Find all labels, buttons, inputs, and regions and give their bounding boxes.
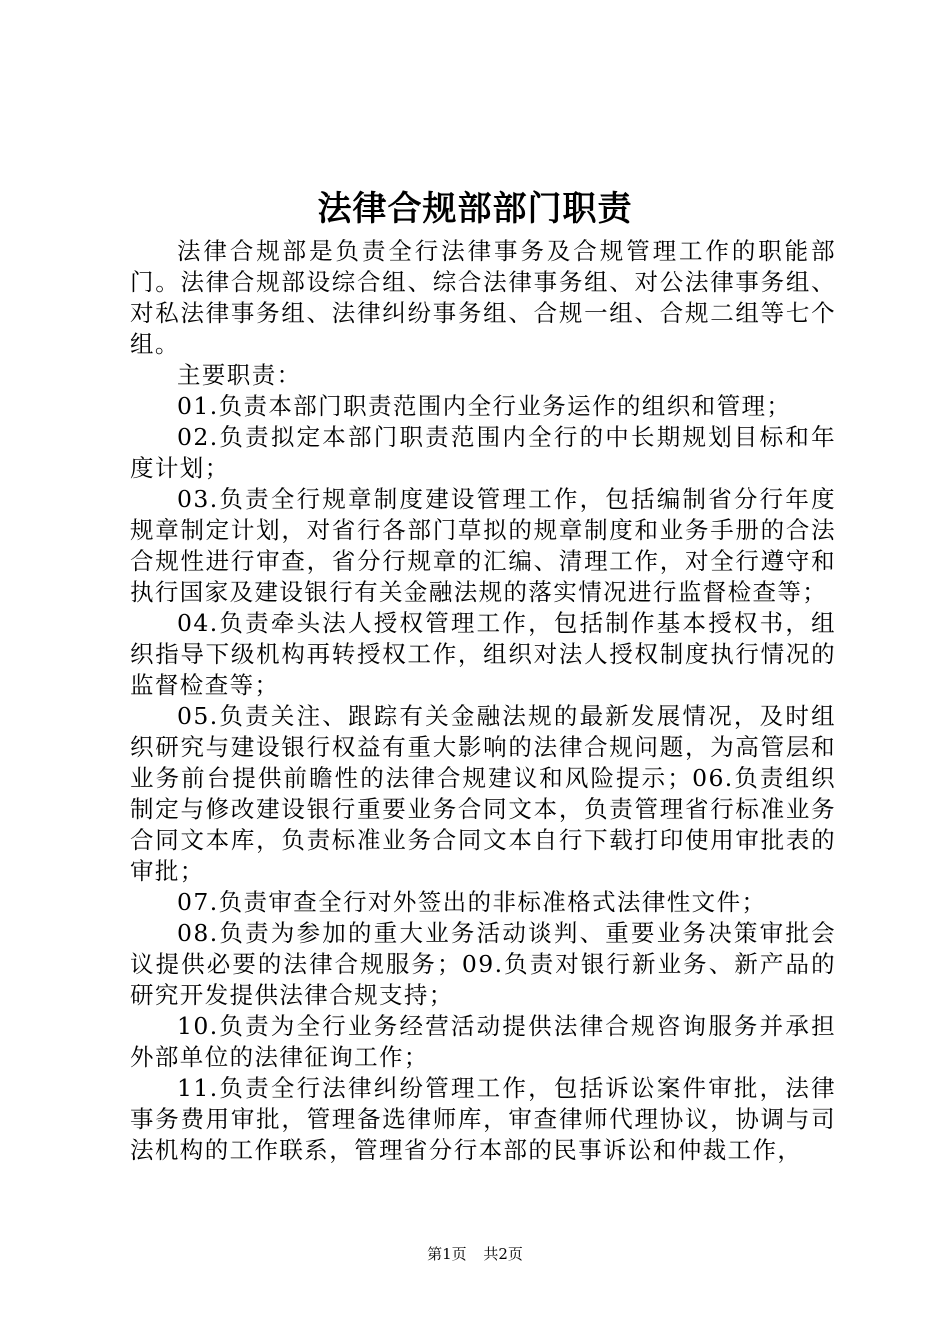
paragraph-duty-07: 07.负责审查全行对外签出的非标准格式法律性文件； — [177, 888, 767, 916]
paragraph-duty-05-06: 05.负责关注、跟踪有关金融法规的最新发展情况，及时组织研究与建设银行权益有重大影响的法律合规问题，为高管层和业务前台提供前瞻性的法律合规建议和风险提示；06.负责组织制定与修改建设银行重要业务合同文本，负责管理省行标准业务合同文本库，负责标准业务合同文本自行下载打印使用审批表的审批； — [130, 702, 836, 885]
paragraph-duty-02: 02.负责拟定本部门职责范围内全行的中长期规划目标和年度计划； — [130, 423, 836, 482]
paragraph-intro: 法律合规部是负责全行法律事务及合规管理工作的职能部门。法律合规部设综合组、综合法律事务组、对公法律事务组、对私法律事务组、法律纠纷事务组、合规一组、合规二组等七个组。 — [130, 237, 836, 358]
paragraph-duty-04: 04.负责牵头法人授权管理工作，包括制作基本授权书，组织指导下级机构再转授权工作，组织对法人授权制度执行情况的监督检查等； — [130, 609, 836, 699]
paragraph-duty-11: 11.负责全行法律纠纷管理工作，包括诉讼案件审批，法律事务费用审批，管理备选律师库，审查律师代理协议，协调与司法机构的工作联系，管理省分行本部的民事诉讼和仲裁工作， — [130, 1074, 836, 1164]
document-title: 法律合规部部门职责 — [317, 189, 633, 229]
paragraph-duty-08-09: 08.负责为参加的重大业务活动谈判、重要业务决策审批会议提供必要的法律合规服务；09.负责对银行新业务、新产品的研究开发提供法律合规支持； — [130, 919, 836, 1009]
paragraph-main-duties-heading: 主要职责： — [177, 361, 302, 389]
page-number: 第1页 — [427, 1245, 467, 1263]
paragraph-duty-01: 01.负责本部门职责范围内全行业务运作的组织和管理； — [177, 392, 792, 420]
document-body — [130, 236, 836, 1166]
page-footer — [0, 1244, 950, 1264]
page-total: 共2页 — [483, 1245, 523, 1263]
paragraph-duty-03: 03.负责全行规章制度建设管理工作，包括编制省分行年度规章制定计划，对省行各部门草拟的规章制度和业务手册的合法合规性进行审查，省分行规章的汇编、清理工作，对全行遵守和执行国家及建设银行有关金融法规的落实情况进行监督检查等； — [130, 485, 836, 606]
paragraph-duty-10: 10.负责为全行业务经营活动提供法律合规咨询服务并承担外部单位的法律征询工作； — [130, 1012, 836, 1071]
